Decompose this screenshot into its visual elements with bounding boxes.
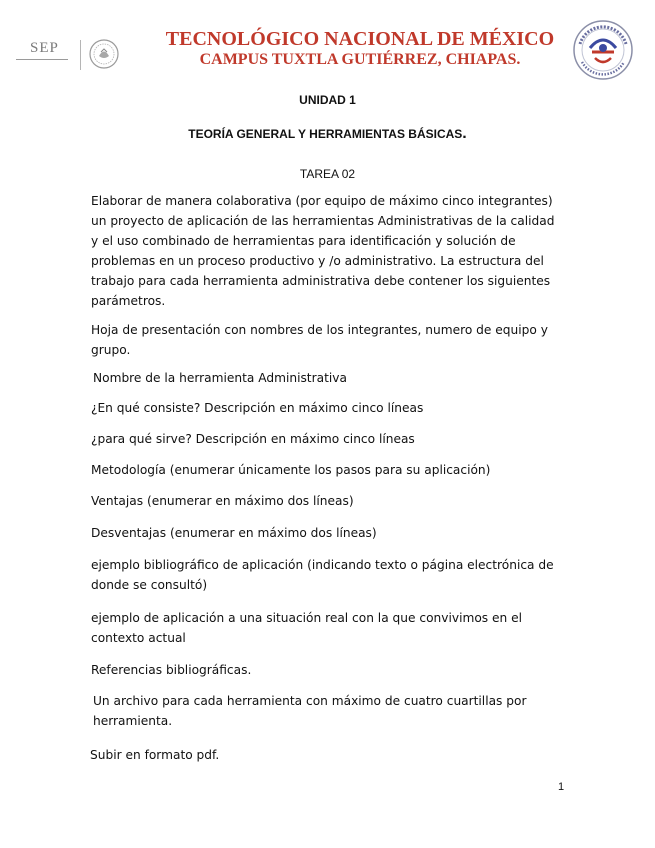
institution-title: TECNOLÓGICO NACIONAL DE MÉXICO: [165, 28, 555, 50]
sep-logo-rule: [16, 59, 68, 60]
tecnologico-logo-icon: [570, 18, 636, 82]
header-divider: [80, 40, 81, 70]
sep-logo-text: SEP: [30, 40, 59, 56]
what-for-paragraph: ¿para qué sirve? Descripción en máximo cinco líneas: [91, 432, 415, 446]
mexico-seal-icon: [88, 38, 120, 70]
what-is-it-paragraph: ¿En qué consiste? Descripción en máximo cinco líneas: [91, 401, 424, 415]
task-heading: TAREA 02: [299, 167, 356, 181]
references-paragraph: Referencias bibliográficas.: [91, 663, 252, 677]
tool-name-paragraph: Nombre de la herramienta Administrativa: [93, 371, 347, 385]
advantages-paragraph: Ventajas (enumerar en máximo dos líneas): [91, 494, 354, 508]
methodology-paragraph: Metodología (enumerar únicamente los pasos para su aplicación): [91, 463, 491, 477]
campus-title: CAMPUS TUXTLA GUTIÉRREZ, CHIAPAS.: [199, 51, 521, 68]
upload-format-paragraph: Subir en formato pdf.: [90, 748, 220, 762]
topic-heading-period: .: [462, 125, 467, 142]
disadvantages-paragraph: Desventajas (enumerar en máximo dos líneas): [91, 526, 377, 540]
page-number: 1: [558, 781, 565, 793]
real-example-paragraph: ejemplo de aplicación a una situación real con la que convivimos en el contexto actual: [91, 611, 522, 645]
topic-heading-text: TEORÍA GENERAL Y HERRAMIENTAS BÁSICAS: [188, 127, 463, 141]
sep-logo: [16, 40, 72, 74]
bibliographic-example-paragraph: ejemplo bibliográfico de aplicación (indicando texto o página electrónica de donde se consultó): [91, 558, 554, 592]
topic-heading: [0, 125, 655, 143]
file-requirement-paragraph: Un archivo para cada herramienta con máximo de cuatro cuartillas por herramienta.: [93, 694, 527, 728]
unit-heading: UNIDAD 1: [299, 93, 356, 107]
cover-sheet-paragraph: Hoja de presentación con nombres de los integrantes, numero de equipo y grupo.: [91, 323, 548, 357]
intro-paragraph: Elaborar de manera colaborativa (por equipo de máximo cinco integrantes) un proyecto de aplicación de las herramientas Administrativas de la calidad y el uso combinado de herramientas para identificación y solución de problemas en un proceso productivo y /o administrativo. La estructura del trabajo para cada herramienta administrativa debe contener los siguientes parámetros.: [91, 194, 555, 308]
